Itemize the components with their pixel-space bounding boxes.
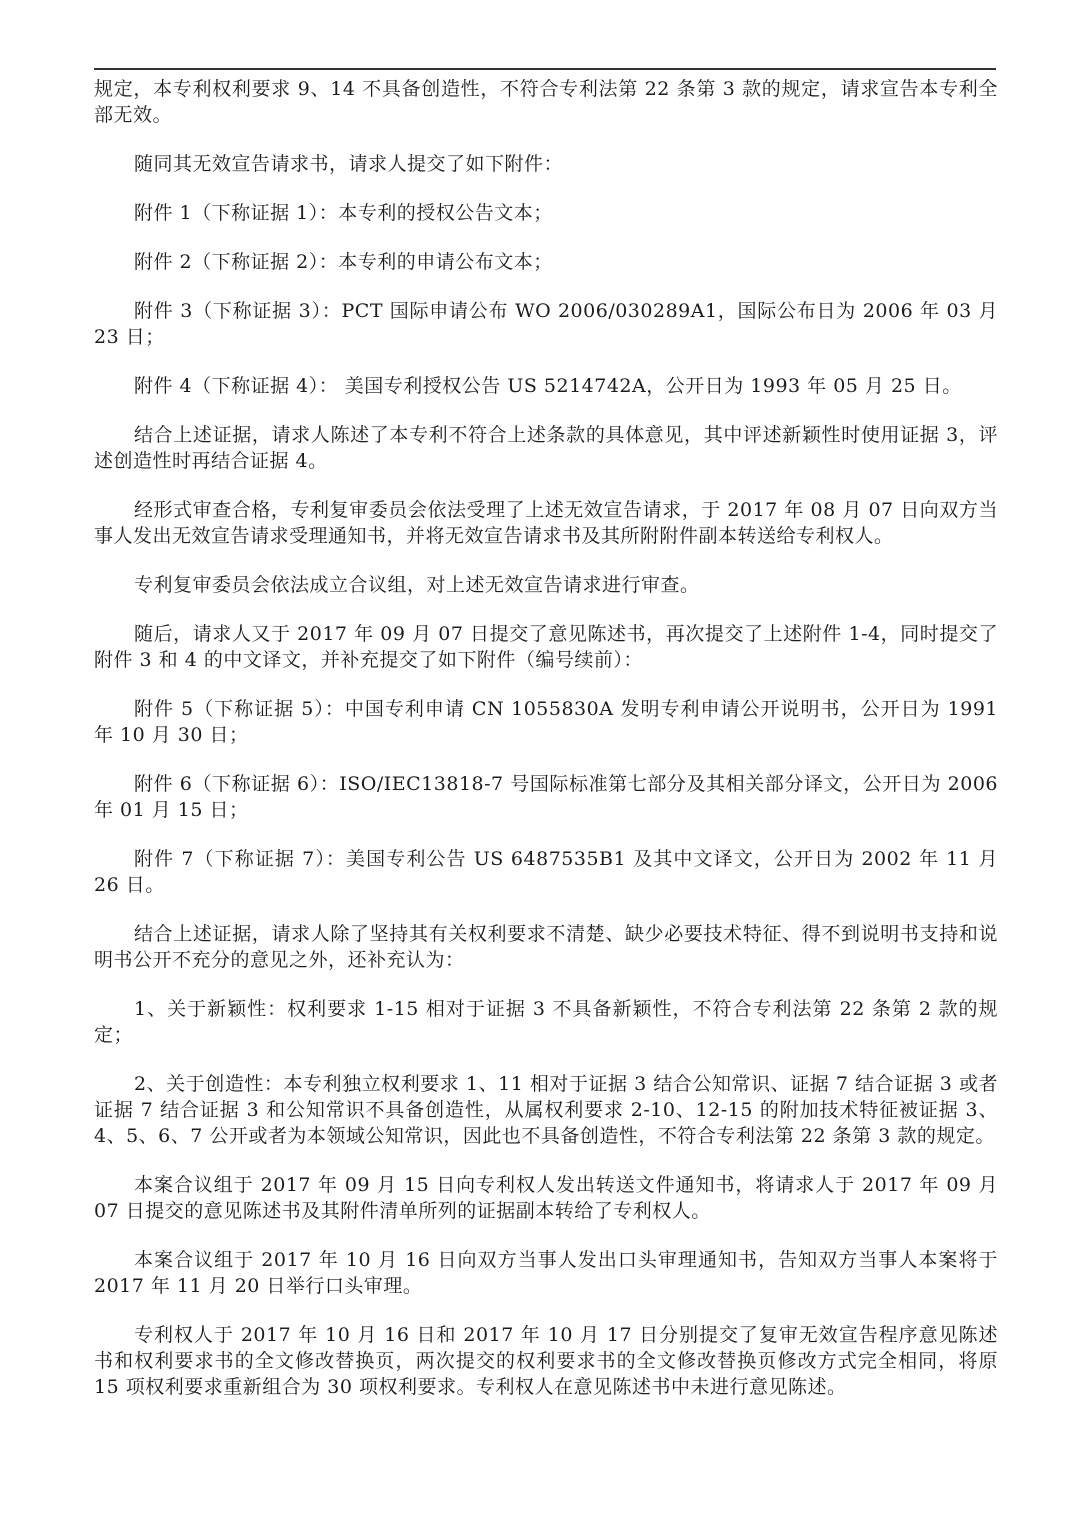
paragraph-12: 附件 6（下称证据 6）：ISO/IEC13818-7 号国际标准第七部分及其相关部分译文，公开日为 2006 年 01 月 15 日； <box>94 773 998 821</box>
header-rule <box>94 68 996 70</box>
paragraph-16: 2、关于创造性：本专利独立权利要求 1、11 相对于证据 3 结合公知常识、证据 7 结合证据 3 或者证据 7 结合证据 3 和公知常识不具备创造性，从属权利要求 2-10、12-15 的附加技术特征被证据 3、4、5、6、7 公开或者为本领域公知常识，因此也不具备创造性，不符合专利法第 22 条第 3 款的规定。 <box>94 1073 998 1147</box>
paragraph-7: 结合上述证据，请求人陈述了本专利不符合上述条款的具体意见，其中评述新颖性时使用证据 3，评述创造性时再结合证据 4。 <box>94 424 998 472</box>
paragraph-18: 本案合议组于 2017 年 10 月 16 日向双方当事人发出口头审理通知书，告知双方当事人本案将于 2017 年 11 月 20 日举行口头审理。 <box>94 1249 998 1297</box>
paragraph-1: 规定，本专利权利要求 9、14 不具备创造性，不符合专利法第 22 条第 3 款的规定，请求宣告本专利全部无效。 <box>94 78 998 126</box>
paragraph-2: 随同其无效宣告请求书，请求人提交了如下附件： <box>134 153 564 175</box>
paragraph-11: 附件 5（下称证据 5）：中国专利申请 CN 1055830A 发明专利申请公开说明书，公开日为 1991 年 10 月 30 日； <box>94 698 998 746</box>
paragraph-15: 1、关于新颖性：权利要求 1-15 相对于证据 3 不具备新颖性，不符合专利法第 22 条第 2 款的规定； <box>94 998 998 1046</box>
paragraph-14: 结合上述证据，请求人除了坚持其有关权利要求不清楚、缺少必要技术特征、得不到说明书支持和说明书公开不充分的意见之外，还补充认为： <box>94 923 998 971</box>
paragraph-3: 附件 1（下称证据 1）：本专利的授权公告文本； <box>134 202 553 224</box>
paragraph-13: 附件 7（下称证据 7）：美国专利公告 US 6487535B1 及其中文译文，公开日为 2002 年 11 月 26 日。 <box>94 848 998 896</box>
paragraph-9: 专利复审委员会依法成立合议组，对上述无效宣告请求进行审查。 <box>134 574 700 596</box>
paragraph-5: 附件 3（下称证据 3）：PCT 国际申请公布 WO 2006/030289A1，国际公布日为 2006 年 03 月 23 日； <box>94 300 998 348</box>
paragraph-17: 本案合议组于 2017 年 09 月 15 日向专利权人发出转送文件通知书，将请求人于 2017 年 09 月 07 日提交的意见陈述书及其附件清单所列的证据副本转给了专利权人。 <box>94 1174 998 1222</box>
paragraph-19: 专利权人于 2017 年 10 月 16 日和 2017 年 10 月 17 日分别提交了复审无效宣告程序意见陈述书和权利要求书的全文修改替换页，两次提交的权利要求书的全文修改替换页修改方式完全相同，将原 15 项权利要求重新组合为 30 项权利要求。专利权人在意见陈述书中未进行意见陈述。 <box>94 1324 998 1398</box>
paragraph-4: 附件 2（下称证据 2）：本专利的申请公布文本； <box>134 251 553 273</box>
paragraph-8: 经形式审查合格，专利复审委员会依法受理了上述无效宣告请求，于 2017 年 08 月 07 日向双方当事人发出无效宣告请求受理通知书，并将无效宣告请求书及其所附附件副本转送给专利权人。 <box>94 499 998 547</box>
paragraph-6: 附件 4（下称证据 4）： 美国专利授权公告 US 5214742A，公开日为 1993 年 05 月 25 日。 <box>134 375 962 397</box>
paragraph-10: 随后，请求人又于 2017 年 09 月 07 日提交了意见陈述书，再次提交了上述附件 1-4，同时提交了附件 3 和 4 的中文译文，并补充提交了如下附件（编号续前）： <box>94 623 998 671</box>
document-body <box>94 76 998 1423</box>
